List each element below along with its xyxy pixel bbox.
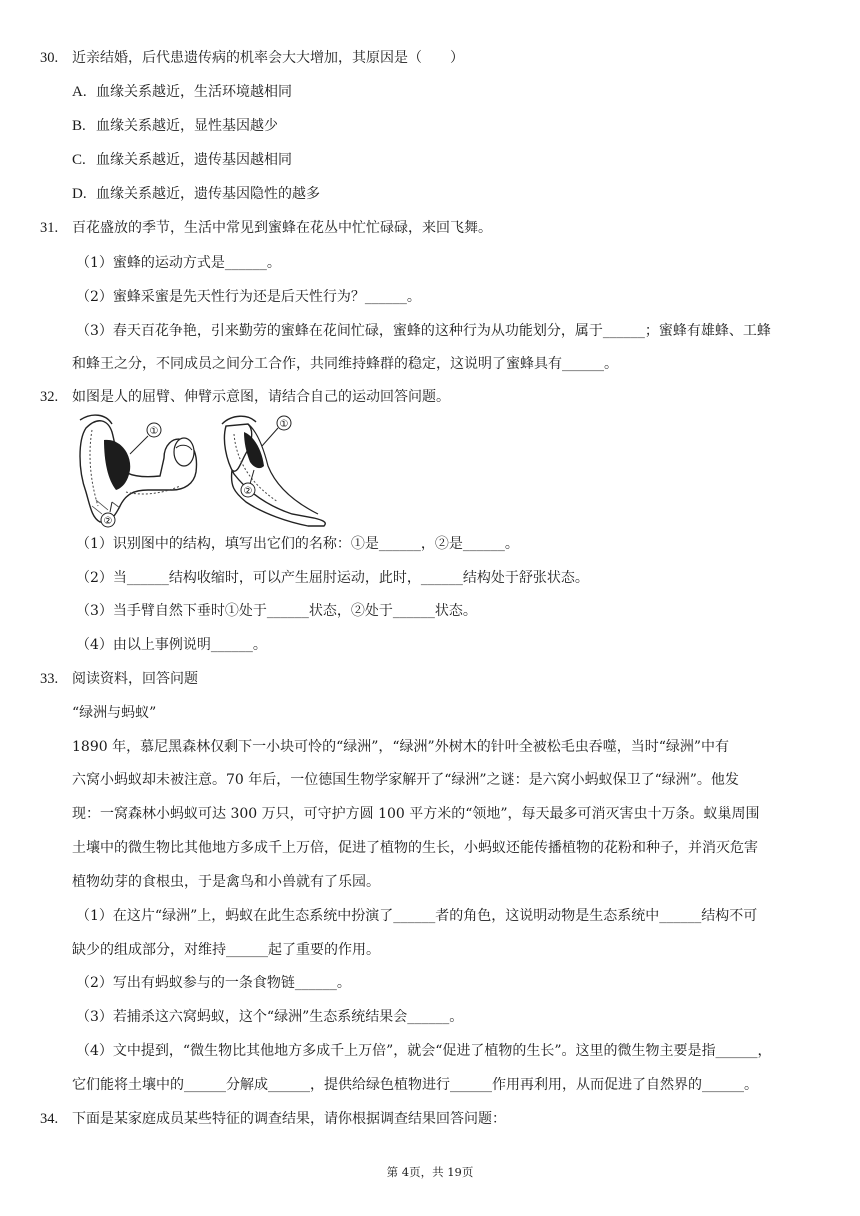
page-footer: 第 4页，共 19页 [386,1165,474,1179]
question-stem: 阅读资料，回答问题 [72,671,198,687]
option-letter: C. [72,152,86,168]
passage-text: 现：一窝森林小蚂蚁可达 300 万只，可守护方圆 100 平方米的“领地”，每天最多可消灭害虫十万条。蚁巢周围 [72,806,760,822]
sub-question-text: （2）蜜蜂采蜜是先天性行为还是后天性行为？______。 [76,289,421,305]
sub-question-text: （3）当手臂自然下垂时①处于______状态，②处于______状态。 [76,603,477,619]
fig-label-1: ① [279,419,289,430]
sub-question-text: （2）当______结构收缩时，可以产生屈肘运动，此时，______结构处于舒张状态。 [76,570,589,586]
question-number: 31. [40,220,59,236]
sub-question-text: 缺少的组成部分，对维持______起了重要的作用。 [72,942,380,958]
question-stem: 百花盛放的季节，生活中常见到蜜蜂在花丛中忙忙碌碌，来回飞舞。 [72,220,492,236]
fig-label-1: ① [149,426,159,437]
sub-question-text: （4）由以上事例说明______。 [76,637,267,653]
option-letter: D. [72,186,87,202]
passage-text: 1890 年，慕尼黑森林仅剩下一小块可怜的“绿洲”，“绿洲”外树木的针叶全被松毛虫吞噬，当时“绿洲”中有 [72,739,730,755]
flexed-arm-figure [72,410,212,528]
fig-label-2: ② [103,516,113,527]
question-stem: 近亲结婚，后代患遗传病的机率会大大增加，其原因是（ ） [72,50,464,66]
question-number: 32. [40,389,59,405]
sub-question-text: （1）识别图中的结构，填写出它们的名称：①是______，②是______。 [76,536,519,552]
question-number: 34. [40,1111,59,1127]
option-text: 血缘关系越近，遗传基因隐性的越多 [96,186,320,202]
sub-question-text: （1）在这片“绿洲”上，蚂蚁在此生态系统中扮演了______者的角色，这说明动物是生态系统中______结构不可 [76,908,758,924]
passage-title-text: “绿洲与蚂蚁” [72,705,157,721]
option-letter: A. [72,84,87,100]
question-stem: 下面是某家庭成员某些特征的调查结果，请你根据调查结果回答问题： [72,1111,506,1127]
extended-arm-figure [218,410,338,528]
option-letter: B. [72,118,86,134]
sub-question-text: 它们能将土壤中的______分解成______，提供给绿色植物进行______作用再利用，从而促进了自然界的______。 [72,1077,758,1093]
fig-label-2: ② [243,486,253,497]
question-stem: 如图是人的屈臂、伸臂示意图，请结合自己的运动回答问题。 [72,389,450,405]
sub-question-text: （1）蜜蜂的运动方式是______。 [76,255,281,271]
option-text: 血缘关系越近，遗传基因越相同 [96,152,292,168]
passage-text: 土壤中的微生物比其他地方多成千上万倍，促进了植物的生长，小蚂蚁还能传播植物的花粉和种子，并消灭危害 [72,840,758,856]
question-number: 33. [40,671,59,687]
question-number: 30. [40,50,59,66]
sub-question-text: （4）文中提到，“微生物比其他地方多成千上万倍”，就会“促进了植物的生长”。这里的微生物主要是指______， [76,1043,772,1059]
sub-question-text: 和蜂王之分，不同成员之间分工合作，共同维持蜂群的稳定，这说明了蜜蜂具有______。 [72,356,618,372]
sub-question-text: （2）写出有蚂蚁参与的一条食物链______。 [76,975,351,991]
passage-text: 植物幼芽的食根虫，于是禽鸟和小兽就有了乐园。 [72,874,380,890]
option-text: 血缘关系越近，生活环境越相同 [96,84,292,100]
passage-text: 六窝小蚂蚁却未被注意。70 年后，一位德国生物学家解开了“绿洲”之谜：是六窝小蚂蚁保卫了“绿洲”。他发 [72,772,739,788]
sub-question-text: （3）春天百花争艳，引来勤劳的蜜蜂在花间忙碌，蜜蜂的这种行为从功能划分，属于______；蜜蜂有雄蜂、工蜂 [76,323,771,339]
option-text: 血缘关系越近，显性基因越少 [96,118,278,134]
sub-question-text: （3）若捕杀这六窝蚂蚁，这个“绿洲”生态系统结果会______。 [76,1009,464,1025]
